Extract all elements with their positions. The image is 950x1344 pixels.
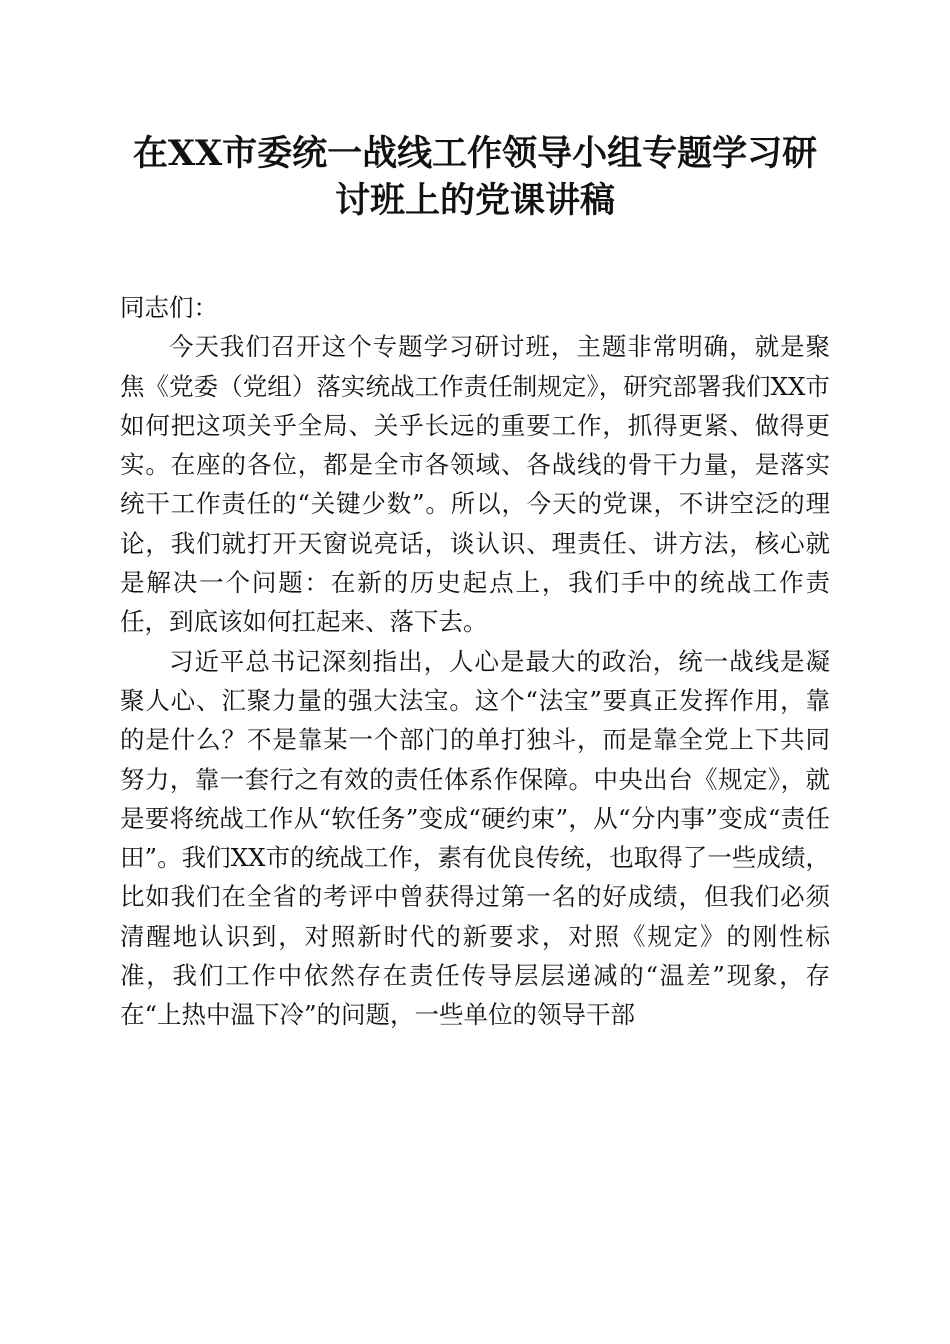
- paragraph: 习近平总书记深刻指出，人心是最大的政治，统一战线是凝聚人心、汇聚力量的强大法宝。这个“法宝”要真正发挥作用，靠的是什么？不是靠某一个部门的单打独斗，而是靠全党上下共同努力，靠一套行之有效的责任体系作保障。中央出台《规定》，就是要将统战工作从“软任务”变成“硬约束”，从“分内事”变成“责任田”。我们XX市的统战工作，素有优良传统，也取得了一些成绩，比如我们在全省的考评中曾获得过第一名的好成绩，但我们必须清醒地认识到，对照新时代的新要求，对照《规定》的刚性标准，我们工作中依然存在责任传导层层递减的“温差”现象，存在“上热中温下冷”的问题，一些单位的领导干部: [120, 646, 830, 1030]
- document-body: [120, 288, 830, 1035]
- salutation: 同志们：: [120, 293, 218, 322]
- document-page: [120, 130, 830, 1035]
- paragraph: 今天我们召开这个专题学习研讨班，主题非常明确，就是聚焦《党委（党组）落实统战工作责任制规定》，研究部署我们XX市如何把这项关乎全局、关乎长远的重要工作，抓得更紧、做得更实。在座的各位，都是全市各领域、各战线的骨干力量，是落实统干工作责任的“关键少数”。所以，今天的党课，不讲空泛的理论，我们就打开天窗说亮话，谈认识、理责任、讲方法，核心就是解决一个问题：在新的历史起点上，我们手中的统战工作责任，到底该如何扛起来、落下去。: [120, 332, 830, 637]
- document-title: 在XX市委统一战线工作领导小组专题学习研讨班上的党课讲稿: [132, 133, 818, 221]
